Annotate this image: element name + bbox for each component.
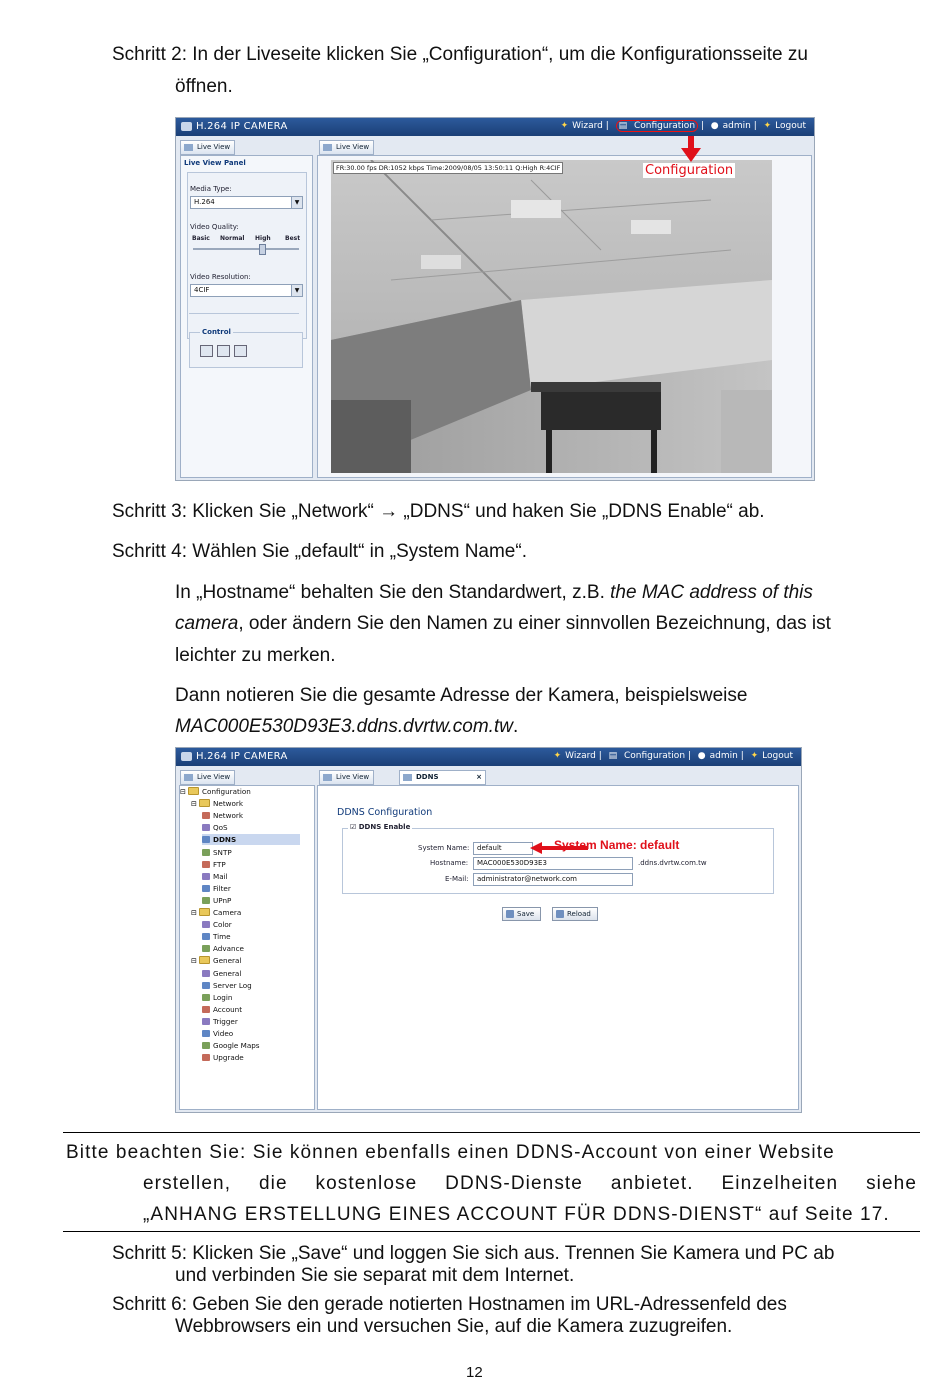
floppy-disk-icon: [506, 910, 514, 918]
tree-item[interactable]: [202, 871, 228, 882]
folder-icon: [199, 908, 210, 916]
wizard-link[interactable]: Wizard: [572, 121, 603, 131]
step-4-paragraph-1-line-3: leichter zu merken.: [175, 645, 336, 666]
settings-page-icon: [202, 945, 210, 952]
live-view-tab-icon: [323, 144, 332, 151]
tree-item-label: General: [213, 968, 242, 978]
settings-page-icon: [202, 933, 210, 940]
hostname-suffix: .ddns.dvrtw.com.tw: [638, 859, 707, 867]
ddns-enable-checkbox[interactable]: ☑ DDNS Enable: [350, 823, 411, 831]
email-field[interactable]: administrator@network.com: [473, 873, 633, 886]
tree-item[interactable]: [202, 1028, 233, 1039]
settings-page-icon: [202, 861, 210, 868]
camera-icon: [181, 122, 192, 131]
note-line-2: erstellen, die kostenlose DDNS-Dienste anbietet. Einzelheiten siehe: [143, 1173, 917, 1194]
system-name-label: System Name:: [418, 844, 470, 852]
control-group: [189, 328, 303, 368]
fullscreen-icon[interactable]: [234, 345, 247, 357]
tree-item[interactable]: [202, 919, 232, 930]
quality-normal: Normal: [220, 235, 245, 242]
folder-icon: [199, 956, 210, 964]
tree-item-label: Time: [213, 932, 231, 942]
tree-item[interactable]: [202, 859, 226, 870]
tree-item[interactable]: [191, 955, 241, 966]
step-4-paragraph-1-line-2: camera, oder ändern Sie den Namen zu einer sinnvollen Bezeichnung, das ist: [175, 613, 831, 634]
control-label: Control: [202, 328, 231, 336]
admin-link[interactable]: admin: [722, 121, 751, 131]
tree-item[interactable]: [202, 883, 231, 894]
email-label: E-Mail:: [445, 875, 469, 883]
settings-page-icon: [202, 836, 210, 843]
tree-item-label: Color: [213, 920, 232, 930]
tree-item-label: Configuration: [202, 787, 251, 796]
settings-page-icon: [202, 824, 210, 831]
admin-link[interactable]: admin: [709, 751, 738, 761]
step-2-line-1: Schritt 2: In der Liveseite klicken Sie „Configuration“, um die Konfigurationsseite zu: [112, 44, 808, 65]
divider: [189, 313, 299, 314]
tree-item[interactable]: [202, 847, 232, 858]
admin-icon: ●: [697, 751, 706, 761]
tree-item-label: Network: [213, 799, 244, 809]
top-menu: ✦ Wizard | ▤ Configuration | ● admin | ✦ Logout: [553, 751, 793, 761]
configuration-link[interactable]: ▤ Configuration: [616, 120, 698, 132]
red-arrow-icon: [676, 136, 706, 164]
collapse-icon[interactable]: ⊟: [180, 787, 187, 796]
tree-item-label: Upgrade: [213, 1053, 244, 1063]
configuration-annotation: Configuration: [645, 163, 734, 178]
tree-item-label: Mail: [213, 871, 228, 881]
settings-page-icon: [202, 970, 210, 977]
video-panel: [317, 155, 812, 478]
tree-item[interactable]: [202, 1016, 238, 1027]
video-frame-image: [331, 160, 772, 473]
settings-page-icon: [202, 1006, 210, 1013]
logout-link[interactable]: Logout: [775, 121, 806, 131]
hostname-label: Hostname:: [430, 859, 469, 867]
tree-item-label: Login: [213, 992, 233, 1002]
tree-item-label: Filter: [213, 883, 231, 893]
chevron-down-icon: ▼: [291, 285, 302, 296]
tree-item-label: DDNS: [213, 835, 237, 845]
quality-high: High: [255, 235, 271, 242]
tree-item-label: Network: [213, 811, 244, 821]
tree-item[interactable]: [202, 968, 241, 979]
tree-item-label: Server Log: [213, 980, 252, 990]
tree-item[interactable]: [202, 992, 232, 1003]
tree-item[interactable]: [202, 980, 252, 991]
settings-page-icon: [202, 885, 210, 892]
settings-page-icon: [202, 1030, 210, 1037]
tree-item[interactable]: [202, 943, 244, 954]
step-2-line-2: öffnen.: [175, 76, 233, 97]
tree-item[interactable]: [202, 895, 231, 906]
reload-icon: [556, 910, 564, 918]
tree-item-label: Google Maps: [213, 1041, 260, 1051]
tree-item-label: Trigger: [213, 1016, 238, 1026]
chevron-down-icon: ▼: [291, 197, 302, 208]
tree-item-label: Account: [213, 1004, 243, 1014]
app-title: H.264 IP CAMERA: [196, 751, 288, 762]
video-osd: FR:30.00 fps DR:1052 kbps Time:2009/08/05 13:50:11 Q:High R:4CIF: [333, 162, 563, 174]
admin-icon: ●: [710, 121, 719, 131]
live-view-tab-icon: [323, 774, 332, 781]
step-5-line-1: Schritt 5: Klicken Sie „Save“ und loggen Sie sich aus. Trennen Sie Kamera und PC ab: [112, 1243, 835, 1264]
tree-item[interactable]: [202, 1052, 244, 1063]
tree-item[interactable]: [191, 798, 243, 809]
tree-item[interactable]: [202, 1040, 260, 1051]
quality-basic: Basic: [192, 235, 210, 242]
folder-icon: [188, 787, 199, 795]
tab-ddns[interactable]: DDNS ×: [399, 770, 486, 785]
tree-item[interactable]: [191, 907, 241, 918]
note-line-3: „ANHANG ERSTELLUNG EINES ACCOUNT FÜR DDNS-DIENST“ auf Seite 17.: [143, 1204, 890, 1225]
step-3: Schritt 3: Klicken Sie „Network“ → „DDNS“ und haken Sie „DDNS Enable“ ab.: [112, 501, 765, 522]
tree-item[interactable]: [202, 810, 243, 821]
settings-page-icon: [202, 994, 210, 1001]
app-titlebar: [176, 748, 801, 766]
ddns-config-title: DDNS Configuration: [337, 807, 433, 818]
quality-slider-thumb[interactable]: [259, 244, 266, 255]
panel-title: Live View Panel: [184, 159, 246, 167]
save-button[interactable]: Save: [502, 907, 541, 921]
settings-page-icon: [202, 873, 210, 880]
live-view-tab-icon: [184, 144, 193, 151]
quality-slider-track[interactable]: [193, 248, 299, 250]
media-type-label: Media Type:: [190, 185, 232, 193]
ddns-config-screenshot: [175, 747, 802, 1113]
ddns-tab-icon: [403, 774, 412, 781]
step-4-paragraph-1-line-1: In „Hostname“ behalten Sie den Standardwert, z.B. the MAC address of this: [175, 582, 813, 603]
step-5-line-2: und verbinden Sie sie separat mit dem Internet.: [175, 1265, 575, 1286]
quality-best: Best: [285, 235, 301, 242]
collapse-icon[interactable]: ⊟: [191, 908, 198, 917]
tree-item-label: QoS: [213, 823, 228, 833]
folder-icon: [199, 799, 210, 807]
settings-page-icon: [202, 921, 210, 928]
step-6-line-1: Schritt 6: Geben Sie den gerade notierten Hostnamen im URL-Adressenfeld des: [112, 1294, 787, 1315]
checkbox-checked-icon: ☑: [350, 823, 357, 831]
step-4-paragraph-2-line-2: MAC000E530D93E3.ddns.dvrtw.com.tw.: [175, 716, 519, 737]
tab-live-view-right[interactable]: Live View: [319, 140, 374, 155]
collapse-icon[interactable]: ⊟: [191, 956, 198, 966]
system-name-select[interactable]: default: [473, 842, 533, 855]
settings-page-icon: [202, 897, 210, 904]
step-6-line-2: Webbrowsers ein und versuchen Sie, auf die Kamera zuzugreifen.: [175, 1316, 733, 1337]
video-resolution-label: Video Resolution:: [190, 273, 251, 281]
step-4: Schritt 4: Wählen Sie „default“ in „System Name“.: [112, 541, 527, 562]
tab-live-view-left[interactable]: Live View: [180, 140, 235, 155]
configuration-link[interactable]: ▤ Configuration: [608, 751, 686, 761]
snapshot-icon[interactable]: [200, 345, 213, 357]
ddns-panel: [317, 785, 799, 1110]
tab-live-view-left[interactable]: Live View: [180, 770, 235, 785]
tab-live-view[interactable]: Live View: [319, 770, 374, 785]
app-title: H.264 IP CAMERA: [196, 121, 288, 132]
settings-page-icon: [202, 1042, 210, 1049]
video-resolution-select[interactable]: 4CIF ▼: [190, 284, 303, 297]
settings-page-icon: [202, 849, 210, 856]
settings-page-icon: [202, 982, 210, 989]
tree-item-label: SNTP: [213, 847, 232, 857]
system-name-annotation: System Name: default: [554, 838, 680, 852]
tree-item-label: Camera: [213, 908, 242, 917]
record-icon[interactable]: [217, 345, 230, 357]
tree-item[interactable]: [202, 834, 300, 845]
close-icon[interactable]: ×: [476, 773, 482, 781]
settings-page-icon: [202, 812, 210, 819]
tree-item-label: Video: [213, 1029, 234, 1038]
tree-item[interactable]: [202, 822, 228, 833]
tree-item[interactable]: [202, 1004, 242, 1015]
tree-item-label: Advance: [213, 944, 244, 954]
live-view-screenshot: [175, 117, 815, 481]
reload-button[interactable]: Reload: [552, 907, 598, 921]
tree-item-label: General: [213, 956, 242, 966]
settings-page-icon: [202, 1054, 210, 1061]
video-quality-label: Video Quality:: [190, 223, 239, 231]
live-view-panel: [180, 155, 313, 478]
wizard-link[interactable]: Wizard: [565, 751, 596, 761]
collapse-icon[interactable]: ⊟: [191, 799, 198, 809]
video-stream[interactable]: [331, 160, 772, 473]
tree-item[interactable]: [180, 786, 251, 797]
tree-item-label: FTP: [213, 859, 226, 869]
note-line-1: Bitte beachten Sie: Sie können ebenfalls einen DDNS-Account von einer Website: [66, 1142, 835, 1163]
note-top-rule: [63, 1132, 920, 1133]
hostname-field[interactable]: MAC000E530D93E3: [473, 857, 633, 870]
live-view-tab-icon: [184, 774, 193, 781]
top-menu: ✦ Wizard | ▤ Configuration | ● admin | ✦ Logout: [560, 121, 806, 131]
app-titlebar: [176, 118, 814, 136]
note-bottom-rule: [63, 1231, 920, 1232]
step-4-paragraph-2-line-1: Dann notieren Sie die gesamte Adresse der Kamera, beispielsweise: [175, 685, 748, 706]
tree-item[interactable]: [202, 931, 231, 942]
tree-item-label: UPnP: [213, 895, 232, 905]
media-type-select[interactable]: H.264 ▼: [190, 196, 303, 209]
camera-icon: [181, 752, 192, 761]
page-number: 12: [466, 1364, 483, 1381]
logout-link[interactable]: Logout: [762, 751, 793, 761]
settings-page-icon: [202, 1018, 210, 1025]
